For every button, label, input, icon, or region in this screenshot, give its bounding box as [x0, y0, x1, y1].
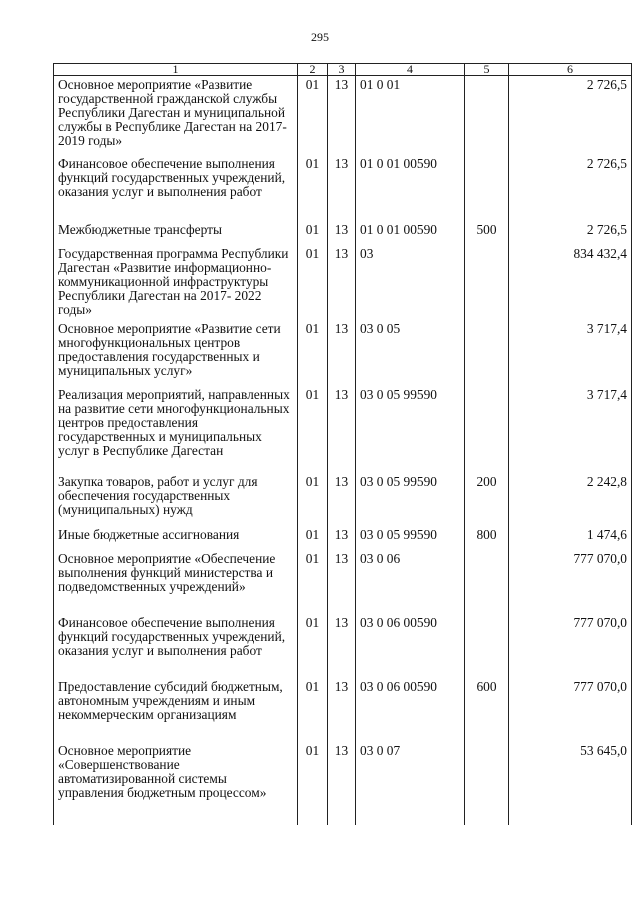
table-row [54, 524, 632, 548]
item-name: Финансовое обеспечение выполнения функций государственных учреждений, оказания услуг и выполнения работ [54, 612, 298, 676]
target-article-code: 01 0 01 [356, 76, 465, 154]
amount: 777 070,0 [509, 612, 632, 676]
amount: 2 242,8 [509, 471, 632, 524]
item-name: Иные бюджетные ассигнования [54, 524, 298, 548]
item-name: Основное мероприятие «Обеспечение выполнения функций министерства и подведомственных учреждений» [54, 548, 298, 612]
table-row [54, 219, 632, 243]
page-number: 295 [311, 30, 329, 44]
table-row [54, 384, 632, 471]
table-row [54, 243, 632, 318]
item-name: Реализация мероприятий, направленных на развитие сети многофункциональных центров предоставления государственных и муниципальных услуг в Республике Дагестан [54, 384, 298, 471]
table-row [54, 676, 632, 740]
amount: 2 726,5 [509, 219, 632, 243]
expense-type-code [465, 76, 509, 154]
target-article-code: 03 0 06 00590 [356, 612, 465, 676]
section-code: 01 [298, 676, 328, 740]
subsection-code: 13 [328, 548, 356, 612]
section-code: 01 [298, 219, 328, 243]
target-article-code: 01 0 01 00590 [356, 153, 465, 219]
expense-type-code [465, 740, 509, 825]
subsection-code: 13 [328, 76, 356, 154]
target-article-code: 03 [356, 243, 465, 318]
subsection-code: 13 [328, 740, 356, 825]
expense-type-code: 200 [465, 471, 509, 524]
amount: 3 717,4 [509, 318, 632, 384]
subsection-code: 13 [328, 153, 356, 219]
expense-type-code [465, 612, 509, 676]
subsection-code: 13 [328, 471, 356, 524]
target-article-code: 03 0 07 [356, 740, 465, 825]
expense-type-code [465, 153, 509, 219]
table-row [54, 471, 632, 524]
header-col-3: 3 [328, 64, 356, 76]
table-row [54, 76, 632, 154]
amount: 2 726,5 [509, 153, 632, 219]
expense-type-code [465, 318, 509, 384]
subsection-code: 13 [328, 612, 356, 676]
table-row [54, 548, 632, 612]
amount: 2 726,5 [509, 76, 632, 154]
item-name: Основное мероприятие «Развитие государственной гражданской службы Республики Дагестан и муниципальной службы в Республике Дагестан на 2017-2019 годы» [54, 76, 298, 154]
item-name: Государственная программа Республики Дагестан «Развитие информационно-коммуникационной инфраструктуры Республики Дагестан на 2017- 2022 годы» [54, 243, 298, 318]
amount: 777 070,0 [509, 548, 632, 612]
expense-type-code: 500 [465, 219, 509, 243]
target-article-code: 03 0 06 00590 [356, 676, 465, 740]
subsection-code: 13 [328, 524, 356, 548]
target-article-code: 03 0 05 99590 [356, 471, 465, 524]
subsection-code: 13 [328, 384, 356, 471]
section-code: 01 [298, 548, 328, 612]
table-row [54, 153, 632, 219]
amount: 3 717,4 [509, 384, 632, 471]
amount: 53 645,0 [509, 740, 632, 825]
table-row [54, 612, 632, 676]
subsection-code: 13 [328, 676, 356, 740]
amount: 834 432,4 [509, 243, 632, 318]
expense-type-code [465, 384, 509, 471]
subsection-code: 13 [328, 243, 356, 318]
item-name: Предоставление субсидий бюджетным, автономным учреждениям и иным некоммерческим организациям [54, 676, 298, 740]
header-col-5: 5 [465, 64, 509, 76]
section-code: 01 [298, 318, 328, 384]
section-code: 01 [298, 153, 328, 219]
amount: 777 070,0 [509, 676, 632, 740]
header-col-4: 4 [356, 64, 465, 76]
target-article-code: 03 0 05 [356, 318, 465, 384]
header-row [54, 64, 632, 76]
subsection-code: 13 [328, 219, 356, 243]
section-code: 01 [298, 384, 328, 471]
header-col-2: 2 [298, 64, 328, 76]
header-col-1: 1 [54, 64, 298, 76]
amount: 1 474,6 [509, 524, 632, 548]
section-code: 01 [298, 612, 328, 676]
header-col-6: 6 [509, 64, 632, 76]
table-row [54, 318, 632, 384]
budget-table [53, 63, 632, 825]
item-name: Финансовое обеспечение выполнения функций государственных учреждений, оказания услуг и выполнения работ [54, 153, 298, 219]
expense-type-code: 600 [465, 676, 509, 740]
section-code: 01 [298, 76, 328, 154]
section-code: 01 [298, 243, 328, 318]
section-code: 01 [298, 471, 328, 524]
expense-type-code [465, 548, 509, 612]
subsection-code: 13 [328, 318, 356, 384]
item-name: Основное мероприятие «Совершенствование автоматизированной системы управления бюджетным процессом» [54, 740, 298, 825]
item-name: Основное мероприятие «Развитие сети многофункциональных центров предоставления государственных и муниципальных услуг» [54, 318, 298, 384]
table-row [54, 740, 632, 825]
target-article-code: 03 0 06 [356, 548, 465, 612]
target-article-code: 03 0 05 99590 [356, 524, 465, 548]
section-code: 01 [298, 524, 328, 548]
target-article-code: 01 0 01 00590 [356, 219, 465, 243]
item-name: Закупка товаров, работ и услуг для обеспечения государственных (муниципальных) нужд [54, 471, 298, 524]
target-article-code: 03 0 05 99590 [356, 384, 465, 471]
item-name: Межбюджетные трансферты [54, 219, 298, 243]
section-code: 01 [298, 740, 328, 825]
expense-type-code: 800 [465, 524, 509, 548]
expense-type-code [465, 243, 509, 318]
